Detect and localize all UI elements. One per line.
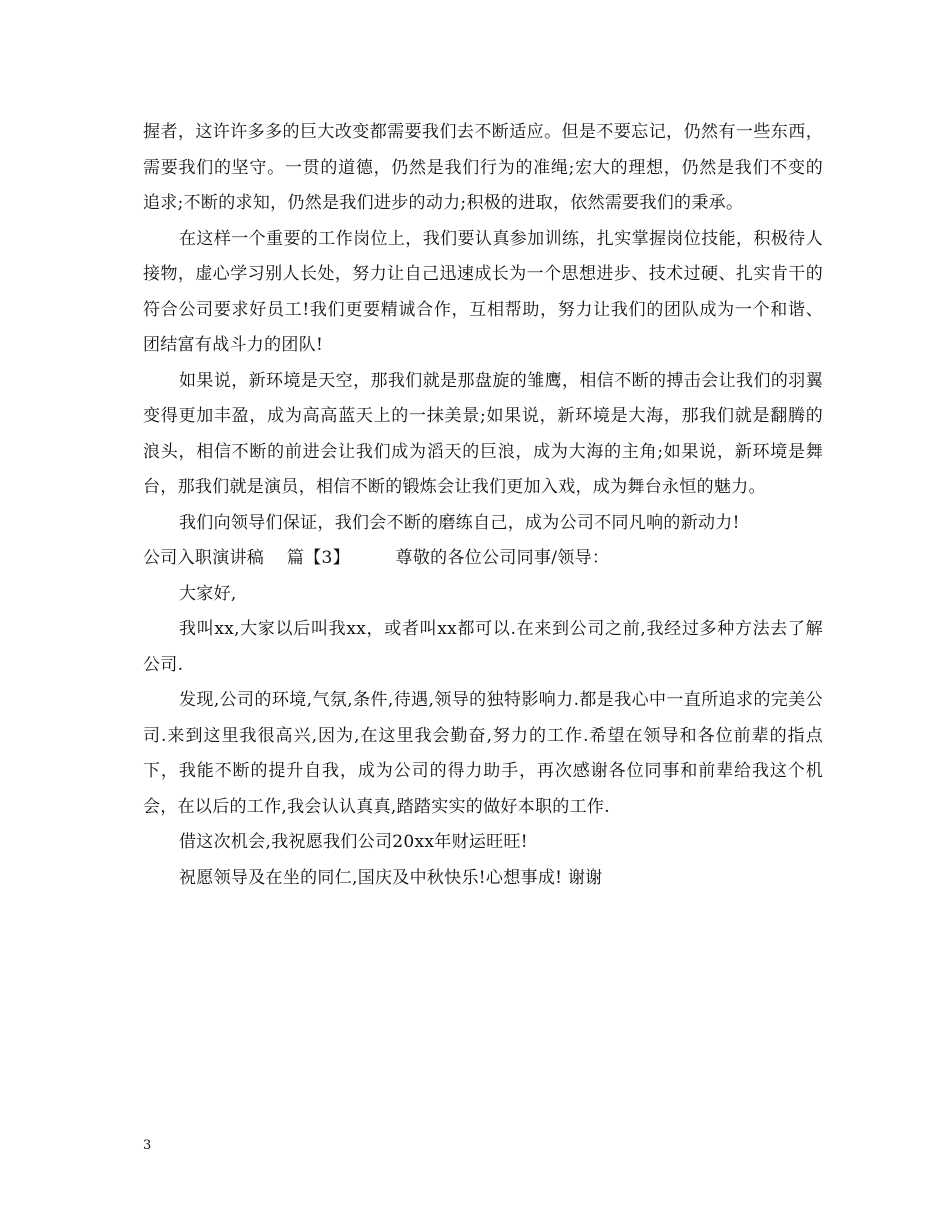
- paragraph: 在这样一个重要的工作岗位上，我们要认真参加训练，扎实掌握岗位技能，积极待人接物，虚心学习别人长处，努力让自己迅速成长为一个思想进步、技术过硬、扎实肯干的符合公司要求好员工!我们更要精诚合作，互相帮助，努力让我们的团队成为一个和谐、团结富有战斗力的团队!: [143, 228, 823, 355]
- paragraph: 我们向领导们保证，我们会不断的磨练自己，成为公司不同凡响的新动力!: [179, 512, 740, 533]
- paragraph: 握者，这许许多多的巨大改变都需要我们去不断适应。但是不要忘记，仍然有一些东西，需要我们的坚守。一贯的道德，仍然是我们行为的准绳;宏大的理想，仍然是我们不变的追求;不断的求知，仍然是我们进步的动力;积极的进取，依然需要我们的秉承。: [143, 122, 823, 213]
- paragraph: 祝愿领导及在坐的同仁,国庆及中秋快乐!心想事成! 谢谢: [179, 867, 603, 888]
- document-body: [143, 115, 823, 896]
- page-number: 3: [143, 1138, 152, 1153]
- paragraph: 我叫xx,大家以后叫我xx，或者叫xx都可以.在来到公司之前,我经过多种方法去了解公司.: [143, 619, 823, 675]
- paragraph: 发现,公司的环境,气氛,条件,待遇,领导的独特影响力.都是我心中一直所追求的完美公司.来到这里我很高兴,因为,在这里我会勤奋,努力的工作.希望在领导和各位前辈的指点下，我能不断的提升自我，成为公司的得力助手，再次感谢各位同事和前辈给我这个机会，在以后的工作,我会认认真真,踏踏实实的做好本职的工作.: [143, 690, 823, 817]
- paragraph: 借这次机会,我祝愿我们公司20xx年财运旺旺!: [179, 832, 528, 852]
- paragraph: 大家好,: [179, 583, 237, 604]
- section-heading: 公司入职演讲稿 篇【3】 尊敬的各位公司同事/领导：: [143, 548, 610, 568]
- paragraph: 如果说，新环境是天空，那我们就是那盘旋的雏鹰，相信不断的搏击会让我们的羽翼变得更加丰盈，成为高高蓝天上的一抹美景;如果说，新环境是大海，那我们就是翻腾的浪头，相信不断的前进会让我们成为滔天的巨浪，成为大海的主角;如果说，新环境是舞台，那我们就是演员，相信不断的锻炼会让我们更加入戏，成为舞台永恒的魅力。: [143, 370, 823, 497]
